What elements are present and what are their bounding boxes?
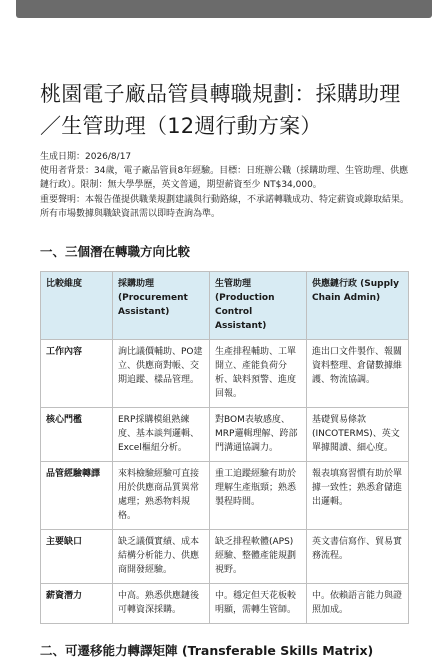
table-cell: 生產排程輔助、工單開立、產能負荷分析、缺料預警、進度回報。 xyxy=(210,340,307,408)
table-cell: 缺乏議價實績、成本結構分析能力、供應商開發經驗。 xyxy=(113,530,210,584)
document-meta xyxy=(40,150,415,221)
table-cell: 進出口文件製作、報關資料整理、倉儲數據維護、物流協調。 xyxy=(307,340,409,408)
table-header-cell: 生管助理 (Production Control Assistant) xyxy=(210,272,307,340)
table-header-cell: 比較維度 xyxy=(41,272,113,340)
table-header-cell: 供應鏈行政 (Supply Chain Admin) xyxy=(307,272,409,340)
table-row-label: 核心門檻 xyxy=(41,408,113,462)
table-cell: 中。依賴語言能力與證照加成。 xyxy=(307,584,409,624)
table-header-cell: 採購助理 (Procurement Assistant) xyxy=(113,272,210,340)
table-row xyxy=(41,462,409,530)
table-row-label: 主要缺口 xyxy=(41,530,113,584)
document-title: 桃園電子廠品管員轉職規劃：採購助理／生管助理（12週行動方案） xyxy=(40,82,401,138)
table-cell: 缺乏排程軟體(APS)經驗、整體產能規劃視野。 xyxy=(210,530,307,584)
table-row xyxy=(41,584,409,624)
table-cell: 基礎貿易條款(INCOTERMS)、英文單據閱讀、細心度。 xyxy=(307,408,409,462)
table-cell: 報表填寫習慣有助於單據一致性；熟悉倉儲進出邏輯。 xyxy=(307,462,409,530)
table-cell: 中高。熟悉供應鏈後可轉資深採購。 xyxy=(113,584,210,624)
table-cell: 詢比議價輔助、PO建立、供應商對帳、交期追蹤、樣品管理。 xyxy=(113,340,210,408)
window-top-bar xyxy=(16,0,432,18)
table-cell: 對BOM表敏感度、MRP邏輯理解、跨部門溝通協調力。 xyxy=(210,408,307,462)
user-background: 使用者背景：34歲，電子廠品管員8年經驗。目標：日班辦公職（採購助理、生管助理、供應鏈行政）。限制：無大學學歷，英文普通，期望薪資至少 NT$34,000。 xyxy=(40,166,409,190)
comparison-table xyxy=(40,271,409,624)
table-row xyxy=(41,340,409,408)
section-heading-comparison: 一、三個潛在轉職方向比較 xyxy=(40,244,191,259)
section-heading-skills-matrix: 二、可遷移能力轉譯矩陣 (Transferable Skills Matrix) xyxy=(40,643,374,658)
table-cell: 來料檢驗經驗可直接用於供應商品質異常處理；熟悉物料規格。 xyxy=(113,462,210,530)
table-cell: ERP採購模組熟練度、基本談判邏輯、Excel樞紐分析。 xyxy=(113,408,210,462)
table-cell: 重工追蹤經驗有助於理解生產瓶頸；熟悉製程時間。 xyxy=(210,462,307,530)
table-row-label: 薪資潛力 xyxy=(41,584,113,624)
disclaimer: 重要聲明：本報告僅提供職業規劃建議與行動路線，不承諾轉職成功、特定薪資或錄取結果。所有市場數據與職缺資訊需以即時查詢為準。 xyxy=(40,195,410,219)
table-header-row xyxy=(41,272,409,340)
table-cell: 中。穩定但天花板較明顯，需轉生管師。 xyxy=(210,584,307,624)
document-page xyxy=(40,78,415,624)
table-row xyxy=(41,408,409,462)
table-row-label: 工作內容 xyxy=(41,340,113,408)
table-row xyxy=(41,530,409,584)
table-cell: 英文書信寫作、貿易實務流程。 xyxy=(307,530,409,584)
table-row-label: 品管經驗轉譯 xyxy=(41,462,113,530)
generated-date: 生成日期：2026/8/17 xyxy=(40,152,132,162)
